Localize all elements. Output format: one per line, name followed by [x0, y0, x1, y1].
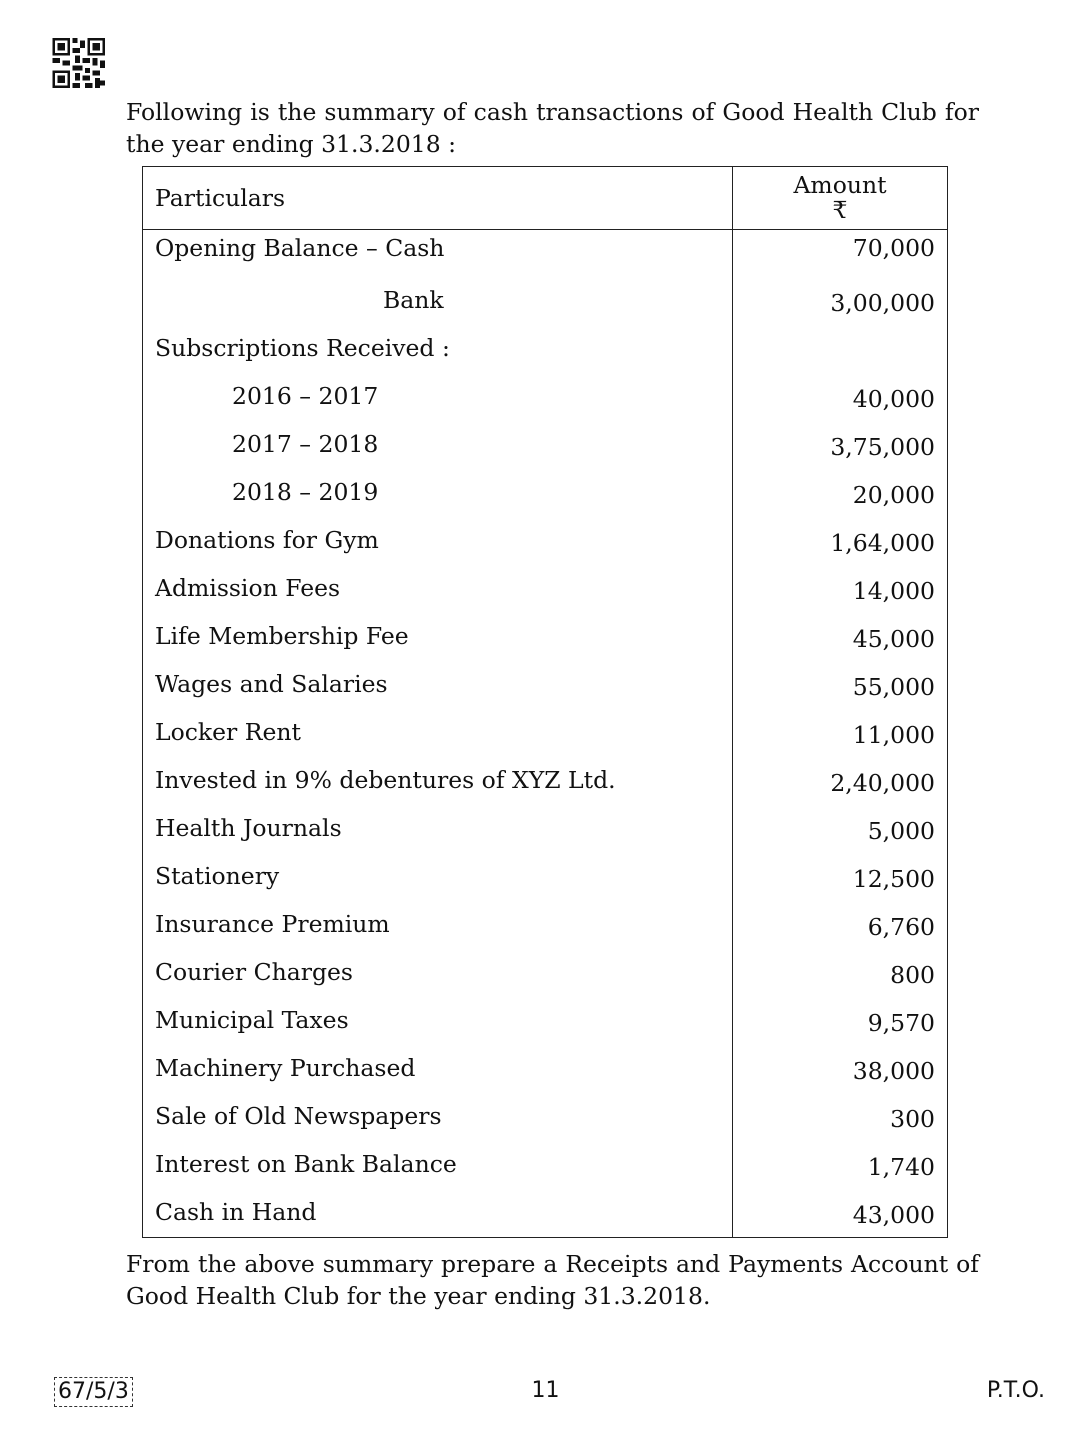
intro-paragraph: Following is the summary of cash transactions of Good Health Club for the year ending 31.3.2018 :	[126, 98, 979, 158]
table-row	[143, 1190, 948, 1238]
row-label: Cash in Hand	[143, 1190, 733, 1238]
row-label: Municipal Taxes	[143, 998, 733, 1046]
table-row	[143, 374, 948, 422]
row-amount: 1,64,000	[733, 518, 948, 566]
row-label: Subscriptions Received :	[143, 326, 733, 374]
row-amount: 45,000	[733, 614, 948, 662]
row-amount: 43,000	[733, 1190, 948, 1238]
row-amount: 1,740	[733, 1142, 948, 1190]
row-label: Interest on Bank Balance	[143, 1142, 733, 1190]
row-label: Life Membership Fee	[143, 614, 733, 662]
row-label: Invested in 9% debentures of XYZ Ltd.	[143, 758, 733, 806]
row-amount: 800	[733, 950, 948, 998]
table-row	[143, 1094, 948, 1142]
table-header-row	[143, 167, 948, 230]
qr-code-icon	[52, 38, 105, 88]
paper-code: 67/5/3	[54, 1377, 133, 1407]
pto-label: P.T.O.	[986, 1378, 1045, 1403]
row-amount: 2,40,000	[733, 758, 948, 806]
row-amount: 11,000	[733, 710, 948, 758]
table-row	[143, 950, 948, 998]
table-row	[143, 806, 948, 854]
table-row	[143, 1142, 948, 1190]
row-label: Opening Balance – Cash	[143, 230, 733, 278]
table-row	[143, 278, 948, 326]
table-row	[143, 470, 948, 518]
row-label: Bank	[143, 278, 733, 326]
row-label: Courier Charges	[143, 950, 733, 998]
table-row	[143, 710, 948, 758]
table-row	[143, 902, 948, 950]
row-label: Donations for Gym	[143, 518, 733, 566]
header-amount	[733, 167, 948, 230]
row-amount: 70,000	[733, 230, 948, 278]
table-row	[143, 422, 948, 470]
row-label: 2018 – 2019	[143, 470, 733, 518]
row-label: Sale of Old Newspapers	[143, 1094, 733, 1142]
row-amount	[733, 326, 948, 374]
table-row	[143, 758, 948, 806]
row-amount: 55,000	[733, 662, 948, 710]
rupee-symbol: ₹	[832, 196, 848, 224]
row-amount: 6,760	[733, 902, 948, 950]
row-label: Wages and Salaries	[143, 662, 733, 710]
row-amount: 12,500	[733, 854, 948, 902]
row-label: Health Journals	[143, 806, 733, 854]
table-row	[143, 566, 948, 614]
row-amount: 20,000	[733, 470, 948, 518]
row-label: Admission Fees	[143, 566, 733, 614]
row-label: Stationery	[143, 854, 733, 902]
row-amount: 300	[733, 1094, 948, 1142]
cash-transactions-table	[142, 166, 948, 1238]
row-label: 2016 – 2017	[143, 374, 733, 422]
table-row	[143, 614, 948, 662]
table-row	[143, 998, 948, 1046]
row-amount: 38,000	[733, 1046, 948, 1094]
row-amount: 3,75,000	[733, 422, 948, 470]
header-amount-label: Amount	[793, 171, 887, 199]
row-amount: 3,00,000	[733, 278, 948, 326]
page-number: 11	[531, 1378, 560, 1403]
row-amount: 40,000	[733, 374, 948, 422]
row-amount: 14,000	[733, 566, 948, 614]
row-label: Insurance Premium	[143, 902, 733, 950]
table-row	[143, 230, 948, 278]
table-row	[143, 326, 948, 374]
row-label: Locker Rent	[143, 710, 733, 758]
table-row	[143, 662, 948, 710]
table-row	[143, 854, 948, 902]
table-row	[143, 1046, 948, 1094]
row-amount: 9,570	[733, 998, 948, 1046]
table-row	[143, 518, 948, 566]
header-particulars: Particulars	[143, 167, 733, 230]
instruction-paragraph: From the above summary prepare a Receipts and Payments Account of Good Health Club for the year ending 31.3.2018.	[126, 1250, 979, 1310]
row-amount: 5,000	[733, 806, 948, 854]
row-label: 2017 – 2018	[143, 422, 733, 470]
row-label: Machinery Purchased	[143, 1046, 733, 1094]
